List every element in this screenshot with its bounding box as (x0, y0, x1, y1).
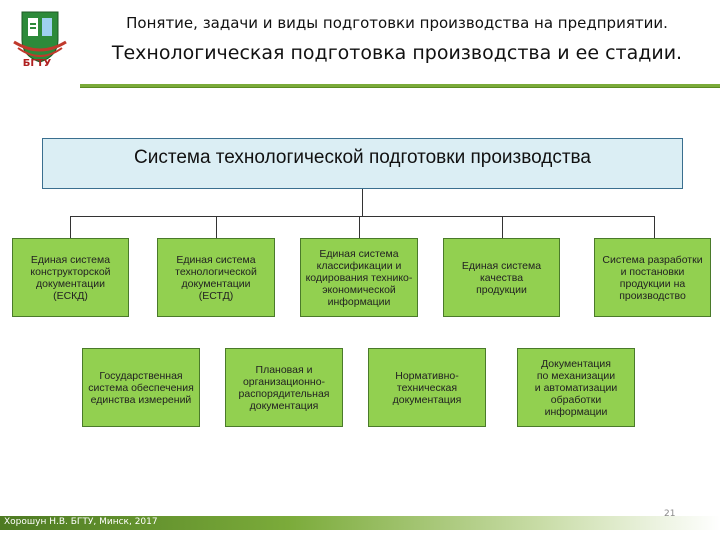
node-estd (157, 238, 275, 317)
node-quality (443, 238, 560, 317)
node-eskd (12, 238, 129, 317)
node-eskd-label: Единая система конструкторской документации (ЕСКД) (30, 253, 111, 302)
horizontal-bus (70, 216, 654, 217)
slide-header (0, 0, 720, 90)
node-measurement (82, 348, 200, 427)
node-automation-docs-label: Документация по механизации и автоматизации обработки информации (534, 357, 618, 418)
root-node-label: Система технологической подготовки производства (134, 146, 591, 168)
drop-connector-5 (654, 216, 655, 238)
root-to-bus-connector (362, 189, 363, 216)
drop-connector-2 (216, 216, 217, 238)
node-planning-docs (225, 348, 343, 427)
node-classification-label: Единая система классификации и кодирования технико- экономической информации (305, 247, 413, 308)
drop-connector-1 (70, 216, 71, 238)
node-automation-docs (517, 348, 635, 427)
node-product-development-label: Система разработки и постановки продукции на производство (602, 253, 703, 302)
logo-caption: БГТУ (22, 58, 52, 69)
root-node (42, 138, 683, 189)
drop-connector-3 (359, 216, 360, 238)
node-estd-label: Единая система технологической документации (ЕСТД) (175, 253, 257, 302)
node-measurement-label: Государственная система обеспечения единства измерений (88, 369, 194, 406)
node-normative-docs-label: Нормативно- техническая документация (392, 369, 462, 406)
node-classification (300, 238, 418, 317)
node-normative-docs (368, 348, 486, 427)
footer-author: Хорошун Н.В. БГТУ, Минск, 2017 (4, 517, 158, 527)
slide-title-line1: Понятие, задачи и виды подготовки производства на предприятии. (126, 14, 668, 32)
page-number: 21 (664, 509, 676, 519)
node-quality-label: Единая система качества продукции (461, 259, 542, 296)
drop-connector-4 (502, 216, 503, 238)
slide-title-line2: Технологическая подготовка производства и ее стадии. (111, 42, 683, 64)
node-product-development (594, 238, 711, 317)
header-divider-shadow (80, 87, 720, 88)
node-planning-docs-label: Плановая и организационно- распорядительная документация (238, 363, 330, 412)
